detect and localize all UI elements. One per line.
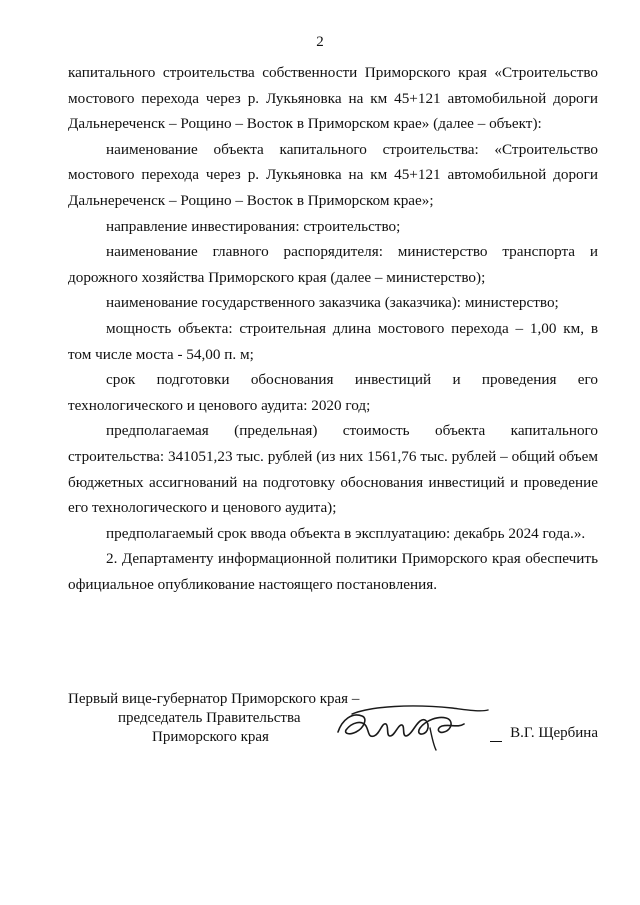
paragraph-main-manager: наименование главного распорядителя: министерство транспорта и дорожного хозяйства Приморского края (далее – министерство); <box>68 243 598 286</box>
paragraph-state-customer: наименование государственного заказчика (заказчика): министерство; <box>106 294 559 312</box>
signature-stroke-main <box>338 715 464 736</box>
paragraph-object-capacity: мощность объекта: строительная длина мостового перехода – 1,00 км, в том числе моста - 54,00 п. м; <box>68 319 598 363</box>
signer-position-line-1: Первый вице-губернатор Приморского края – <box>68 691 360 707</box>
paragraph-investment-direction: направление инвестирования: строительство; <box>106 217 401 235</box>
paragraph-object-intro: капитального строительства собственности Приморского края «Строительство мостового перехода через р. Лукьяновка на км 45+121 автомобильной дороги Дальнереченск – Рощино – Восток в Приморском крае» (далее – объект): <box>68 64 598 133</box>
handwritten-signature <box>332 698 492 754</box>
document-body <box>68 60 598 597</box>
signature-stroke-tail <box>430 728 436 750</box>
paragraph-object-name: наименование объекта капитального строительства: «Строительство мостового перехода через р. Лукьяновка на км 45+121 автомобильной дороги Дальнереченск – Рощино – Восток в Приморском крае»; <box>68 140 598 209</box>
signature-stroke-top <box>352 706 488 714</box>
signer-position-line-2: председатель Правительства <box>118 710 301 726</box>
page-number: 2 <box>316 34 324 50</box>
signer-name: В.Г. Щербина <box>510 725 598 741</box>
paragraph-audit-period: срок подготовки обоснования инвестиций и проведения его технологического и ценового аудита: 2020 год; <box>68 371 598 414</box>
paragraph-commissioning-date: предполагаемый срок ввода объекта в эксплуатацию: декабрь 2024 года.». <box>106 524 586 542</box>
signer-position-line-3: Приморского края <box>152 729 269 745</box>
paragraph-estimated-cost: предполагаемая (предельная) стоимость объекта капитального строительства: 341051,23 тыс. рублей (из них 1561,76 тыс. рублей – общий объем бюджетных ассигнований на подготовку обоснования инвестиций и проведение его технологического и ценового аудита); <box>68 422 598 517</box>
paragraph-publication-order: 2. Департаменту информационной политики Приморского края обеспечить официальное опубликование настоящего постановления. <box>68 550 598 593</box>
